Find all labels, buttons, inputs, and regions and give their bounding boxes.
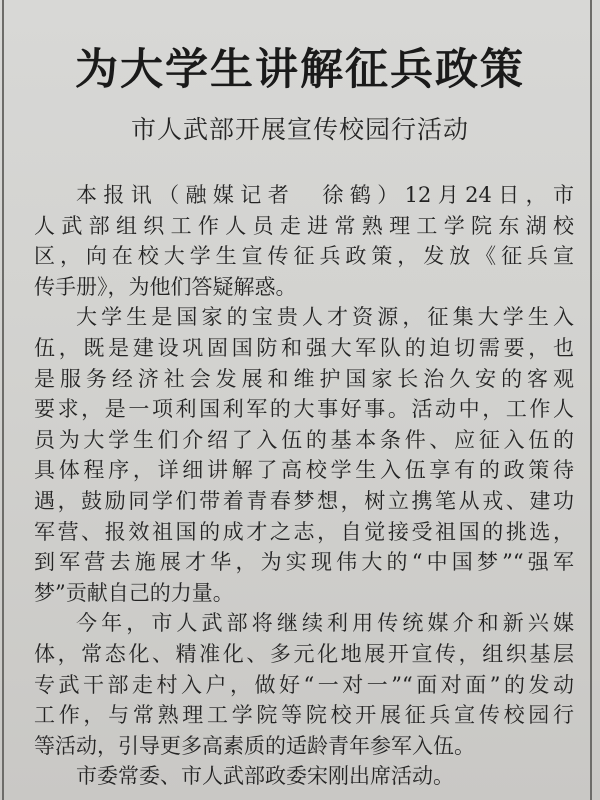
article-line: 伍，既是建设巩固国防和强大军队的迫切需要，也 [34,335,574,360]
article-line: 梦”贡献自己的力量。 [34,580,234,605]
article-line: 大学生是国家的宝贵人才资源，征集大学生入 [76,305,574,330]
article-line: 体，常态化、精准化、多元化地展开宣传，组织基层 [34,641,574,666]
column-rule-right [590,0,592,800]
column-rule-left [2,0,4,800]
article-line: 等活动，引导更多高素质的适龄青年参军入伍。 [34,733,475,758]
article-line: 具体程序，详细讲解了高校学生入伍享有的政策待 [34,458,574,483]
article-line: 本报讯（融媒记者 徐鹤）12月24日，市 [76,183,574,207]
article-body [34,180,574,792]
article-line: 市委常委、市人武部政委宋刚出席活动。 [76,764,454,789]
article-line: 传手册》，为他们答疑解惑。 [34,274,297,299]
article-line: 区，向在校大学生宣传征兵政策，发放《征兵宣 [34,244,574,269]
article-line: 专武干部走村入户，做好“一对一”“面对面”的发动 [34,672,574,697]
article-headline: 为大学生讲解征兵政策 [75,45,525,95]
article-line: 员为大学生们介绍了入伍的基本条件、应征入伍的 [34,427,574,452]
article-line: 是服务经济社会发展和维护国家长治久安的客观 [34,366,574,391]
article-subheadline: 市人武部开展宣传校园行活动 [130,115,469,144]
article-line: 今年，市人武部将继续利用传统媒介和新兴媒 [76,611,574,636]
article-line: 工作，与常熟理工学院等院校开展征兵宣传校园行 [34,703,574,728]
article-line: 到军营去施展才华，为实现伟大的“中国梦”“强军 [34,550,574,575]
article-line: 人武部组织工作人员走进常熟理工学院东湖校 [34,213,574,238]
article-line: 要求，是一项利国利军的大事好事。活动中，工作人 [34,397,574,422]
article-line: 遇，鼓励同学们带着青春梦想，树立携笔从戎、建功 [34,488,574,513]
article-line: 军营、报效祖国的成才之志，自觉接受祖国的挑选， [34,519,574,544]
